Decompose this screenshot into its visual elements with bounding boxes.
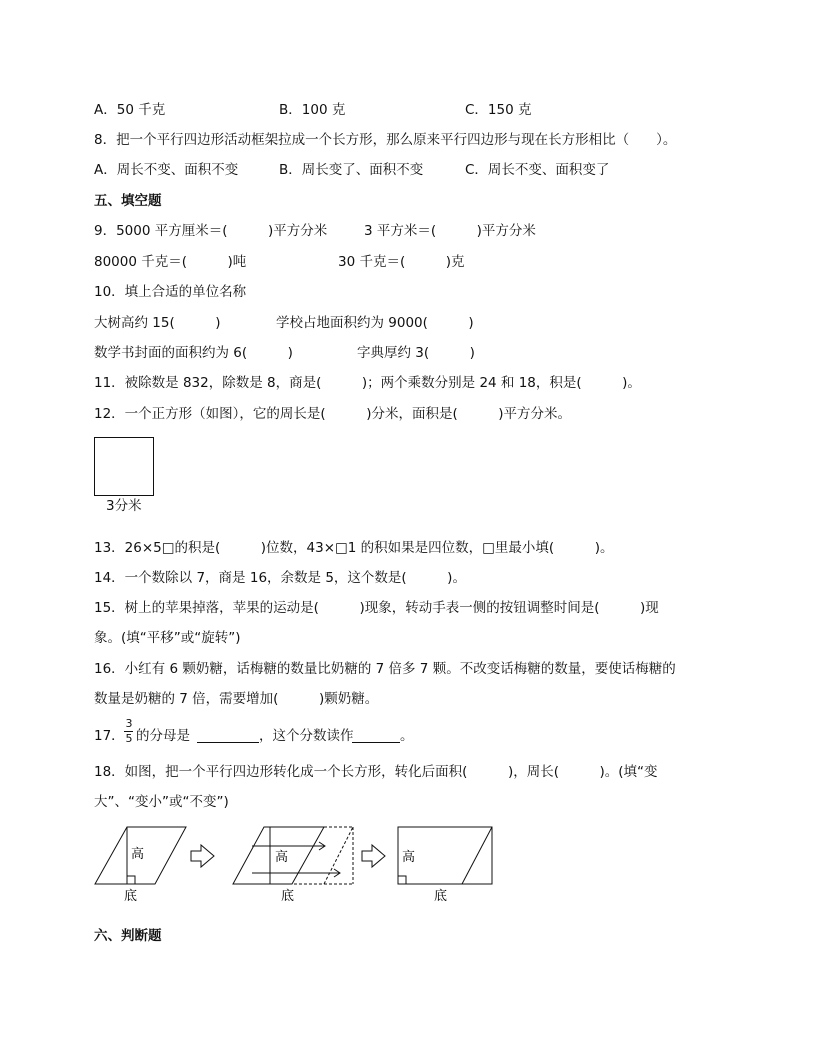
transform-arrow-icon bbox=[191, 845, 214, 867]
q11-text: 11．被除数是 832，除数是 8，商是( )；两个乘数分别是 24 和 18，积是( )。 bbox=[94, 375, 641, 391]
q10-a: 大树高约 15( ) bbox=[94, 315, 221, 331]
q9-line1-b: 3 平方米＝( )平方分米 bbox=[364, 223, 536, 239]
q12-stem: 12．一个正方形（如图），它的周长是( )分米，面积是( )平方分米。 bbox=[94, 406, 571, 422]
q10-d: 字典厚约 3( ) bbox=[357, 345, 475, 361]
q17-text-1: 的分母是 bbox=[136, 728, 190, 744]
q9-line1-a: 9．5000 平方厘米＝( )平方分米 bbox=[94, 223, 328, 239]
section-title-fill-in: 五、填空题 bbox=[94, 193, 162, 209]
fig3-base-label: 底 bbox=[434, 889, 448, 904]
q18-line1: 18．如图，把一个平行四边形转化成一个长方形，转化后面积( )，周长( )。(填“变 bbox=[94, 764, 658, 780]
fig1-height-label: 高 bbox=[131, 847, 145, 862]
q14-text: 14．一个数除以 7，商是 16，余数是 5，这个数是( )。 bbox=[94, 570, 466, 586]
q10-c: 数学书封面的面积约为 6( ) bbox=[94, 345, 293, 361]
q16-line2: 数量是奶糖的 7 倍，需要增加( )颗奶糖。 bbox=[94, 691, 379, 707]
q13-text: 13．26×5□的积是( )位数，43×□1 的积如果是四位数，□里最小填( )。 bbox=[94, 540, 614, 556]
fig2-base-label: 底 bbox=[281, 889, 295, 904]
cut-and-move-figure bbox=[233, 827, 353, 884]
q10-b: 学校占地面积约为 9000( ) bbox=[276, 315, 474, 331]
q12-side-label: 3分米 bbox=[106, 498, 142, 514]
q17-text-2: ，这个分数读作 bbox=[259, 728, 354, 744]
q8-option-b: B．周长变了、面积不变 bbox=[279, 162, 424, 178]
q8-option-a: A．周长不变、面积不变 bbox=[94, 162, 239, 178]
q9-line2-b: 30 千克＝( )克 bbox=[338, 254, 465, 270]
transform-arrow-icon bbox=[362, 845, 385, 867]
q7-option-c: C．150 克 bbox=[465, 102, 532, 118]
section-title-true-false: 六、判断题 bbox=[94, 928, 162, 944]
q9-line2-a: 80000 千克＝( )吨 bbox=[94, 254, 247, 270]
q17-number: 17． bbox=[94, 728, 125, 744]
q18-line2: 大”、“变小”或“不变”) bbox=[94, 794, 229, 810]
q17-fraction-numerator: 3 bbox=[125, 717, 133, 730]
q7-option-a: A．50 千克 bbox=[94, 102, 166, 118]
q8-option-c: C．周长不变、面积变了 bbox=[465, 162, 610, 178]
fig3-height-label: 高 bbox=[402, 850, 416, 865]
q16-line1: 16．小红有 6 颗奶糖，话梅糖的数量比奶糖的 7 倍多 7 颗。不改变话梅糖的数量，要使话梅糖的 bbox=[94, 661, 676, 677]
q15-line1: 15．树上的苹果掉落，苹果的运动是( )现象，转动手表一侧的按钮调整时间是( )现 bbox=[94, 600, 659, 616]
q15-line2: 象。(填“平移”或“旋转”) bbox=[94, 630, 241, 646]
q17-text-3: 。 bbox=[400, 728, 414, 744]
q7-option-b: B．100 克 bbox=[279, 102, 346, 118]
q17-fraction-denominator: 5 bbox=[125, 732, 133, 745]
q8-stem: 8．把一个平行四边形活动框架拉成一个长方形，那么原来平行四边形与现在长方形相比（ ）。 bbox=[94, 132, 677, 148]
fig1-base-label: 底 bbox=[124, 889, 138, 904]
q10-stem: 10．填上合适的单位名称 bbox=[94, 284, 247, 300]
fig2-height-label: 高 bbox=[275, 850, 289, 865]
